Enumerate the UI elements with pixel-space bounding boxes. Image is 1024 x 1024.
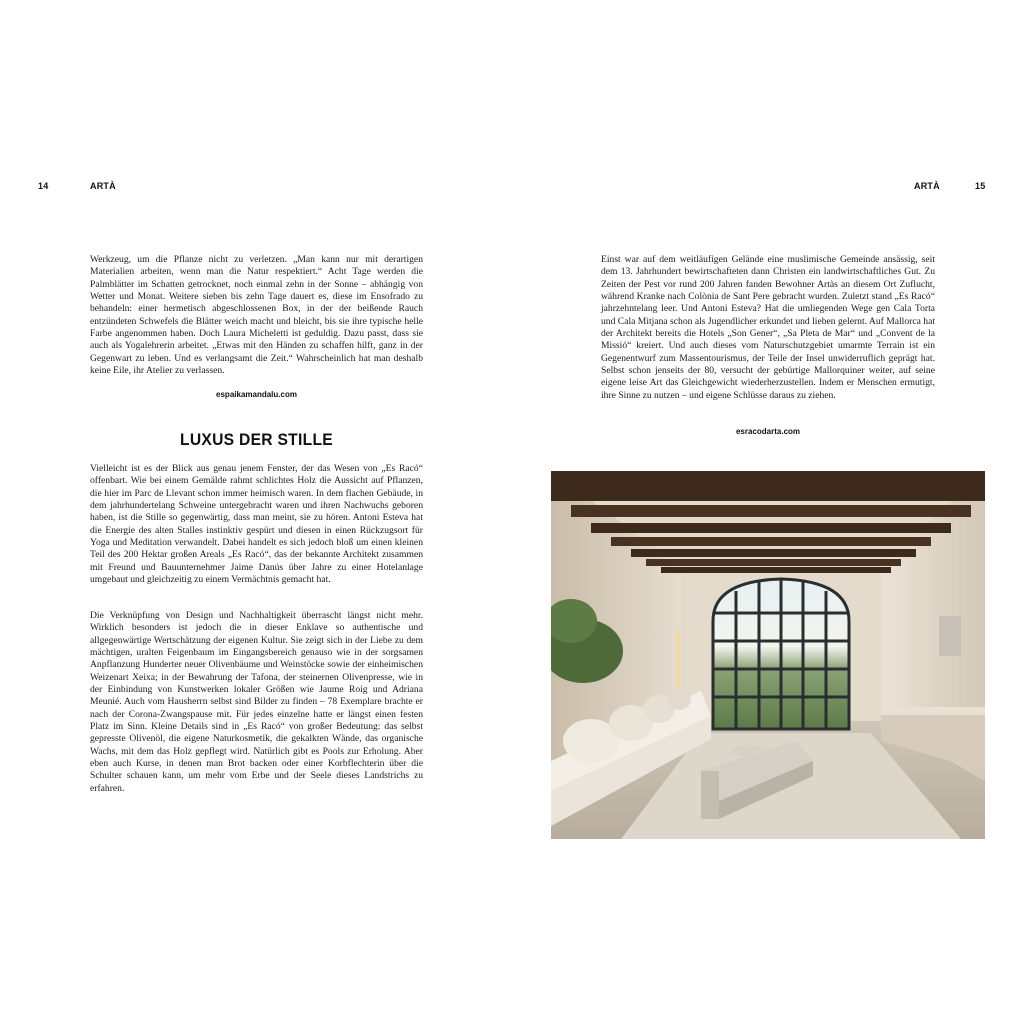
body-paragraph-1: Vielleicht ist es der Blick aus genau jenem Fenster, der das Wesen von „Es Racó“ offenbart. Wie bei einem Gemälde rahmt schlichtes Holz die Aussicht auf Pflanzen, die hier im Parc de Llevant schon immer heimisch waren. In dem flachen Gebäude, in dem jahrhundertelang Schweine untergebracht waren und ihren Nachwuchs geboren haben, ist die Stille so gegenwärtig, dass man meint, sie zu hören. Antoni Esteva hat die Energie des alten Stalles instinktiv gespürt und diesen in einen Rückzugsort für Yoga und Meditation verwandelt. Dabei handelt es sich jedoch bloß um einen kleinen Teil des 200 Hektar großen Areals „Es Racó“, das der bekannte Architekt zusammen mit Freund und Bauunternehmer Jaime Danús über Jahre zu einer Hotelanlage umgebaut und gleichzeitig zu einem Vermächtnis gemacht hat.: [90, 463, 423, 586]
intro-paragraph: Werkzeug, um die Pflanze nicht zu verletzen. „Man kann nur mit derartigen Materialien arbeiten, wenn man die Natur respektiert.“ Acht Tage werden die Palmblätter im Schatten getrocknet, noch einmal zehn in der Sonne – abhängig von Wetter und Monat. Weitere sieben bis zehn Tage dauert es, diese im Ensofrado zu behandeln: einer hermetisch abgeschlossenen Box, in der der beißende Rauch entzündeten Schwefels die Blätter weich macht und bleicht, bis sie ihre typische helle Farbe angenommen haben. Doch Laura Micheletti ist geduldig. Dazu passt, dass sie auch als Yogalehrerin arbeitet. „Etwas mit den Händen zu schaffen hilft, ganz in der Gegenwart zu leben. Und es verlangsamt die Zeit.“ Wahrscheinlich hat man deshalb keine Eile, ihr Atelier zu verlassen.: [90, 254, 423, 377]
interior-photo: [551, 471, 985, 839]
running-head-right: ARTÀ: [914, 181, 940, 191]
weblink-esracodarta[interactable]: esracodarta.com: [735, 427, 801, 436]
section-heading: LUXUS DER STILLE: [179, 430, 334, 449]
running-head-left: ARTÀ: [90, 181, 116, 191]
weblink-espaikamandalu[interactable]: espaikamandalu.com: [216, 390, 297, 399]
page-number-right: 15: [975, 181, 986, 191]
page-number-left: 14: [38, 181, 49, 191]
body-paragraph-2: Die Verknüpfung von Design und Nachhaltigkeit überrascht längst nicht mehr. Wirklich besonders ist jedoch die in dieser Enklave so authentische und allgegenwärtige Wertschätzung der eigenen Kultur. Sie zeigt sich in der Liebe zu dem mächtigen, uralten Feigenbaum im Eingangsbereich genauso wie in der sorgsamen Anpflanzung Hunderter neuer Olivenbäume und Weinstöcke sowie der einheimischen Weizenart Xeixa; in der Bewahrung der Tafona, der steinernen Olivenpresse, wie in der Einbindung von Kunstwerken lokaler Größen wie Jaume Roig und Adriana Meunié. Auch vom Hausherrn selbst sind Bilder zu finden – 78 Exemplare brachte er nach der Corona-Zwangspause mit. Für jedes einzelne hatte er längst einen festen Platz im Sinn. Kleine Details sind in „Es Racó“ von großer Bedeutung: das selbst gepresste Olivenöl, die eigene Naturkosmetik, die gekalkten Wände, das organische Wachs, mit dem das Holz gepflegt wird. Natürlich gibt es Pools zur Erholung. Aber eben auch Kurse, in denen man Brot backen oder einer Korbflechterin über die Schulter schauen kann, um mehr vom Erbe und der Seele dieses Landstrichs zu erfahren.: [90, 610, 423, 794]
body-paragraph-right: Einst war auf dem weitläufigen Gelände eine muslimische Gemeinde ansässig, seit dem 13. Jahrhundert bewirtschafteten dann Christen ein landwirtschaftliches Gut. Zu Zeiten der Pest vor rund 200 Jahren fanden Bewohner Artàs an diesem Ort Zuflucht, während Kranke nach Colònia de Sant Pere gebracht wurden. Zuletzt stand „Es Racó“ jahrzehntelang leer. Und Antoni Esteva? Hat die umliegenden Wege gen Cala Torta und Cala Mitjana schon als Jugendlicher erkundet und lieben gelernt. Auf Mallorca hat der Architekt bereits die Hotels „Son Gener“, „Sa Pleta de Mar“ und „Convent de la Missió“ kreiert. Und auch dieses vom Naturschutzgebiet umarmte Terrain ist ein Gegenentwurf zum Massentourismus, der Teile der Insel unwiderruflich geprägt hat. Selbst schon jenseits der 80, versucht der gebürtige Mallorquiner weiter, auf seine eigene leise Art das Gleichgewicht wiederherzustellen. Indem er Menschen ermutigt, ihre Sinne zu nutzen – und eigene Schlüsse daraus zu ziehen.: [601, 254, 935, 401]
